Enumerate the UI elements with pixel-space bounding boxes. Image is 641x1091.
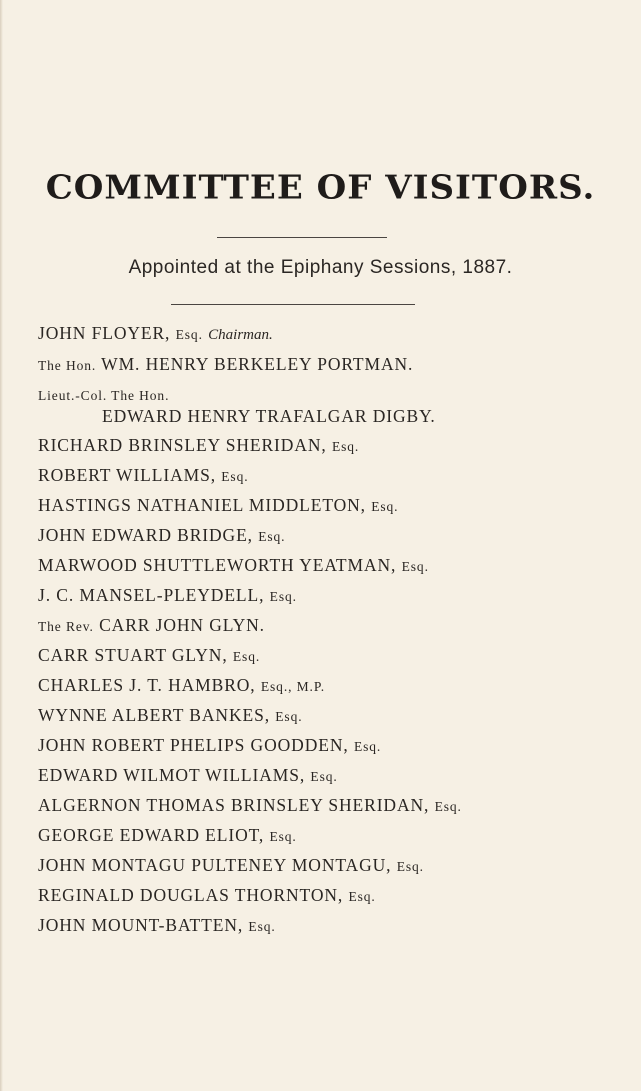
visitor-suffix: Esq. (371, 499, 399, 514)
visitor-name: ALGERNON THOMAS BRINSLEY SHERIDAN, (38, 795, 430, 815)
visitor-name: ROBERT WILLIAMS, (38, 465, 216, 485)
list-item (38, 855, 618, 877)
visitor-name: WYNNE ALBERT BANKES, (38, 705, 270, 725)
visitor-suffix: Esq. (396, 859, 424, 874)
page-subtitle: Appointed at the Epiphany Sessions, 1887. (128, 257, 513, 278)
visitor-list (38, 323, 618, 945)
visitor-suffix: Esq. (434, 799, 462, 814)
visitor-name: CARR STUART GLYN, (38, 645, 228, 665)
list-item (38, 825, 618, 847)
visitor-suffix: Esq. (269, 589, 297, 604)
visitor-suffix: Esq., M.P. (260, 679, 326, 694)
list-item (38, 465, 618, 487)
list-item (38, 795, 618, 817)
visitor-name: CARR JOHN GLYN. (99, 615, 265, 635)
visitor-suffix: Esq. (221, 469, 249, 484)
title-divider (217, 237, 387, 238)
visitor-name: MARWOOD SHUTTLEWORTH YEATMAN, (38, 555, 397, 575)
list-item (38, 555, 618, 577)
list-item (38, 735, 618, 757)
visitor-name: WM. HENRY BERKELEY PORTMAN. (101, 354, 414, 374)
chairman-note: Chairman. (208, 327, 273, 343)
visitor-suffix: Esq. (310, 769, 338, 784)
visitor-name: EDWARD WILMOT WILLIAMS, (38, 765, 306, 785)
list-item (38, 384, 618, 427)
visitor-prefix: Lieut.-Col. The Hon. (38, 388, 170, 403)
list-item (38, 323, 618, 346)
visitor-name: HASTINGS NATHANIEL MIDDLETON, (38, 495, 366, 515)
visitor-name: JOHN MONTAGU PULTENEY MONTAGU, (38, 855, 392, 875)
list-item (38, 495, 618, 517)
visitor-suffix: Esq. (275, 709, 303, 724)
list-item (38, 645, 618, 667)
page-title: COMMITTEE OF VISITORS. (45, 169, 596, 207)
visitor-suffix: Esq. (175, 327, 203, 342)
list-item (38, 915, 618, 937)
visitor-name: REGINALD DOUGLAS THORNTON, (38, 885, 344, 905)
visitor-prefix: The Rev. (38, 619, 94, 634)
visitor-suffix: Esq. (232, 649, 261, 664)
page-edge (0, 0, 3, 1091)
subtitle-divider (171, 304, 415, 305)
visitor-suffix: Esq. (353, 739, 382, 754)
visitor-suffix: Esq. (269, 829, 297, 844)
visitor-name: EDWARD HENRY TRAFALGAR DIGBY. (102, 406, 436, 426)
list-item (38, 585, 618, 607)
visitor-suffix: Esq. (248, 919, 276, 934)
visitor-name: GEORGE EDWARD ELIOT, (38, 825, 265, 845)
visitor-name: RICHARD BRINSLEY SHERIDAN, (38, 435, 327, 455)
list-item (38, 525, 618, 547)
list-item (38, 435, 618, 457)
list-item (38, 705, 618, 727)
visitor-suffix: Esq. (258, 529, 286, 544)
list-item (38, 675, 618, 697)
visitor-suffix: Esq. (401, 559, 429, 574)
visitor-suffix: Esq. (331, 439, 360, 454)
visitor-suffix: Esq. (348, 889, 376, 904)
visitor-name: JOHN MOUNT-BATTEN, (38, 915, 244, 935)
list-item (38, 354, 618, 376)
visitor-name: JOHN ROBERT PHELIPS GOODDEN, (38, 735, 349, 755)
visitor-name: JOHN EDWARD BRIDGE, (38, 525, 253, 545)
visitor-name: J. C. MANSEL-PLEYDELL, (38, 585, 265, 605)
list-item (38, 765, 618, 787)
visitor-name: CHARLES J. T. HAMBRO, (38, 675, 256, 695)
visitor-name: JOHN FLOYER, (38, 323, 171, 343)
list-item (38, 615, 618, 637)
visitor-prefix: The Hon. (38, 358, 97, 373)
list-item (38, 885, 618, 907)
